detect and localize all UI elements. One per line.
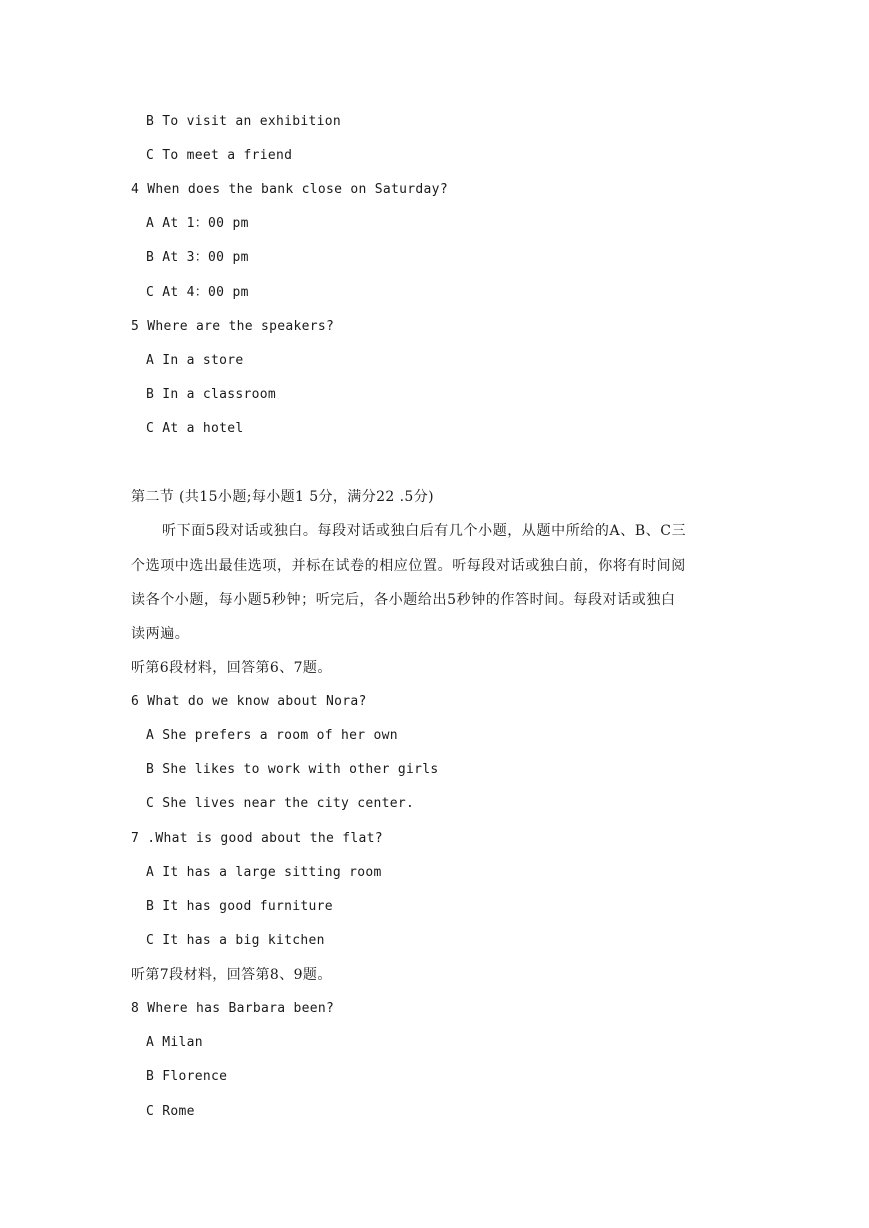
q5-option-b: B In a classroom bbox=[146, 387, 277, 402]
instruction-line-4: 读两遍。 bbox=[131, 626, 190, 642]
q7-option-c: C It has a big kitchen bbox=[146, 933, 325, 948]
q4-option-a: A At 1：00 pm bbox=[146, 216, 249, 231]
q3-option-c: C To meet a friend bbox=[146, 148, 293, 163]
instruction-line-3: 读各个小题，每小题5秒钟；听完后，各小题给出5秒钟的作答时间。每段对话或独白 bbox=[131, 592, 676, 608]
q5-question: 5 Where are the speakers? bbox=[131, 319, 335, 334]
q5-option-a: A In a store bbox=[146, 353, 244, 368]
q4-option-b: B At 3：00 pm bbox=[146, 250, 249, 265]
q4-question: 4 When does the bank close on Saturday? bbox=[131, 182, 448, 197]
q6-question: 6 What do we know about Nora? bbox=[131, 694, 367, 709]
q8-question: 8 Where has Barbara been? bbox=[131, 1001, 335, 1016]
instruction-line-2: 个选项中选出最佳选项，并标在试卷的相应位置。听每段对话或独白前，你将有时间阅 bbox=[131, 558, 686, 574]
q6-option-c: C She lives near the city center. bbox=[146, 796, 415, 811]
material-6-heading: 听第6段材料，回答第6、7题。 bbox=[131, 660, 332, 676]
q6-option-b: B She likes to work with other girls bbox=[146, 762, 439, 777]
q7-option-a: A It has a large sitting room bbox=[146, 865, 382, 880]
q8-option-b: B Florence bbox=[146, 1069, 228, 1084]
q5-option-c: C At a hotel bbox=[146, 421, 244, 436]
q8-option-a: A Milan bbox=[146, 1035, 203, 1050]
q7-option-b: B It has good furniture bbox=[146, 899, 333, 914]
instruction-line-1: 听下面5段对话或独白。每段对话或独白后有几个小题，从题中所给的A、B、C三 bbox=[162, 523, 687, 539]
q3-option-b: B To visit an exhibition bbox=[146, 114, 342, 129]
section-heading: 第二节 (共15小题;每小题1 5分，满分22 .5分) bbox=[131, 489, 434, 505]
q4-option-c: C At 4：00 pm bbox=[146, 285, 249, 300]
material-7-heading: 听第7段材料，回答第8、9题。 bbox=[131, 967, 332, 983]
q6-option-a: A She prefers a room of her own bbox=[146, 728, 398, 743]
q8-option-c: C Rome bbox=[146, 1104, 195, 1119]
q7-question: 7 .What is good about the flat? bbox=[131, 831, 383, 846]
